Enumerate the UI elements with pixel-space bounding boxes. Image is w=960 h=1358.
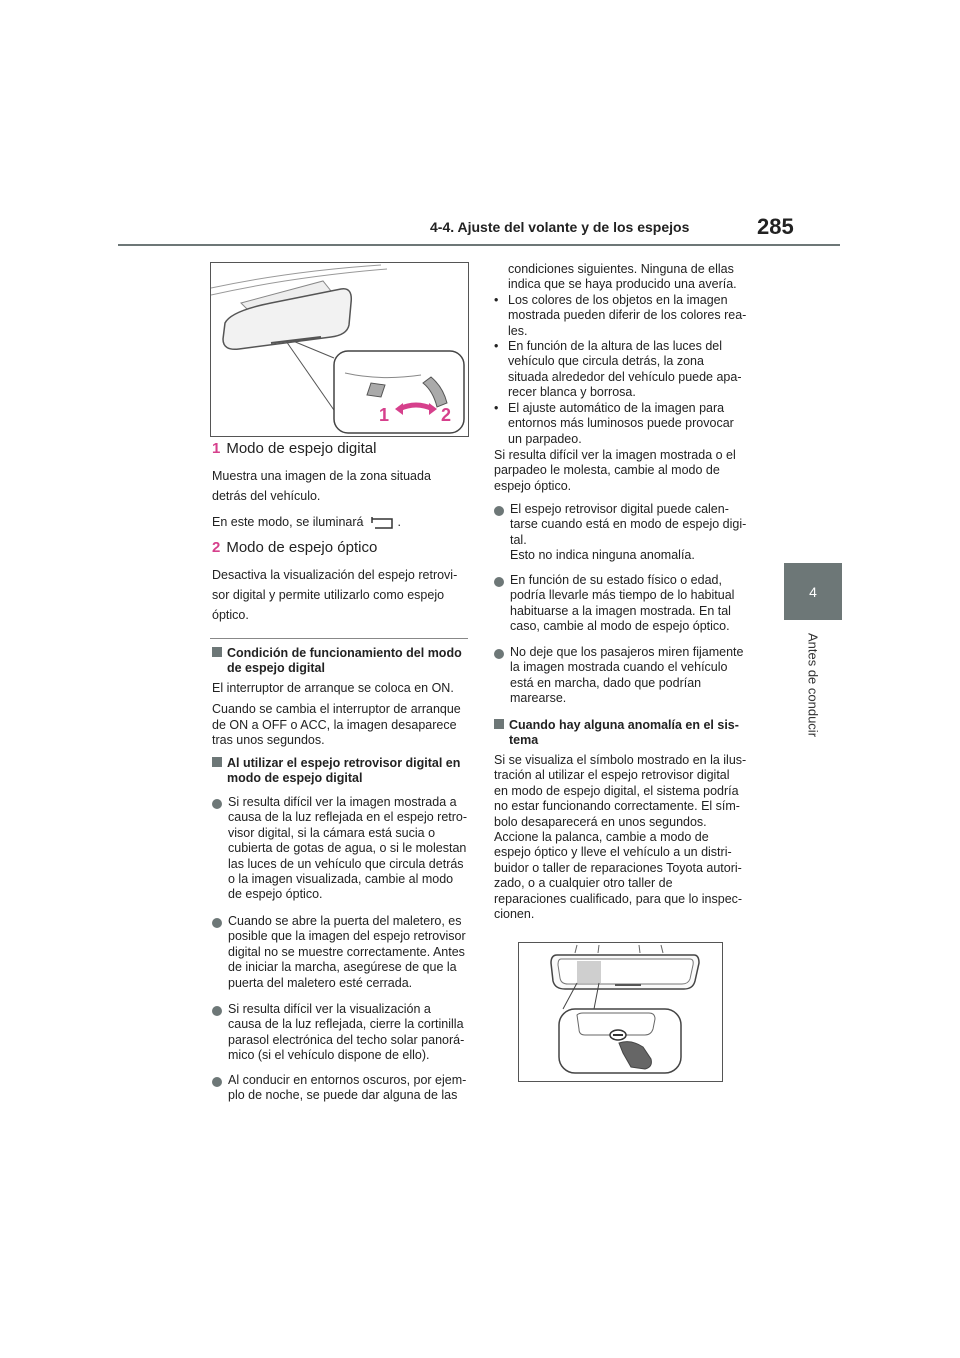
illuminate-period: .: [397, 515, 401, 530]
bullet-line: El espejo retrovisor digital puede calen-: [510, 502, 729, 516]
mode-2-title: [212, 540, 377, 556]
bullet-4: [212, 1073, 466, 1104]
mirror-lever-figure: [210, 262, 469, 437]
square-bullet-icon: [212, 757, 222, 767]
bullet-6: [494, 573, 734, 635]
mirror-lever-illustration: [211, 263, 468, 436]
mode-1-desc-line: detrás del vehículo.: [212, 489, 321, 503]
chapter-label: [784, 625, 842, 745]
round-bullet-icon: [212, 799, 222, 809]
heading-line: tema: [509, 733, 539, 748]
anomaly-heading: [494, 718, 739, 749]
sub-item-3: [494, 401, 734, 447]
bullet-line: de iniciar la marcha, asegúrese de que la: [228, 960, 457, 975]
bullet-line: En función de su estado físico o edad,: [510, 573, 722, 587]
mode-2-number: 2: [212, 539, 221, 556]
callout-1: 1: [379, 405, 390, 425]
text-line: tración al utilizar el espejo retrovisor digital: [494, 768, 730, 783]
mode-1-title: [212, 441, 376, 457]
section-divider: [210, 638, 468, 639]
text-line: en modo de espejo digital, el sistema podría: [494, 783, 739, 798]
heading-line: Condición de funcionamiento del modo: [227, 646, 462, 660]
section-title: 4-4. Ajuste del volante y de los espejos: [430, 219, 690, 235]
text-line: situada alrededor del vehículo puede apa-: [508, 369, 742, 384]
heading-line: de espejo digital: [227, 661, 325, 676]
bullet-line: Esto no indica ninguna anomalía.: [510, 548, 695, 563]
bullet-5: [494, 502, 746, 564]
digital-mode-indicator-icon: [369, 515, 395, 531]
using-heading: [212, 756, 460, 787]
mode-1-title-text: Modo de espejo digital: [226, 440, 377, 457]
mode-2-description: [212, 565, 457, 625]
round-bullet-icon: [212, 918, 222, 928]
bullet-2: [212, 914, 466, 991]
bullet-line: cubierta de gotas de agua, o si le molestan: [228, 841, 467, 856]
bullet-line: Al conducir en entornos oscuros, por ejem-: [228, 1073, 467, 1087]
text-line: bolo desaparecerá en unos segundos.: [494, 814, 707, 829]
text-line: cionen.: [494, 907, 535, 922]
text-line: entornos más luminosos puede provocar: [508, 416, 734, 431]
mode-2-desc-line: sor digital y permite utilizarlo como espejo: [212, 588, 445, 602]
bullet-line: está en marcha, dado que podrían: [510, 675, 702, 690]
bullet-line: visor digital, si la cámara está sucia o: [228, 825, 436, 840]
bullet-1: [212, 795, 467, 903]
round-bullet-icon: [494, 649, 504, 659]
bullet-line: puerta del maletero esté cerrada.: [228, 975, 413, 990]
bullet-7: [494, 645, 743, 707]
bullet-line: posible que la imagen del espejo retrovisor: [228, 929, 466, 944]
condition-line: Cuando se cambia el interruptor de arranque: [212, 702, 461, 717]
mode-2-title-text: Modo de espejo óptico: [226, 539, 378, 556]
round-bullet-icon: [212, 1077, 222, 1087]
sub-bullet: •: [494, 293, 499, 307]
bullet-line: Cuando se abre la puerta del maletero, es: [228, 914, 462, 928]
anomaly-figure: [518, 942, 723, 1082]
text-line: un parpadeo.: [508, 431, 582, 446]
text-line: zado, o a cualquier otro taller de: [494, 876, 673, 891]
bullet-line: de espejo óptico.: [228, 887, 323, 902]
text-line: Si se visualiza el símbolo mostrado en la ilus-: [494, 753, 747, 767]
text-line: les.: [508, 323, 528, 338]
text-line: vehículo que circula detrás, la zona: [508, 354, 704, 369]
bullet-line: tarse cuando está en modo de espejo digi-: [510, 517, 747, 532]
bullet-line: plo de noche, se puede dar alguna de las: [228, 1088, 458, 1103]
chapter-number: 4: [809, 583, 817, 600]
heading-line: modo de espejo digital: [227, 771, 363, 786]
bullet-3: [212, 1002, 464, 1064]
bullet-line: la imagen mostrada cuando el vehículo: [510, 660, 728, 675]
bullet-line: No deje que los pasajeros miren fijamente: [510, 645, 744, 659]
heading-line: Al utilizar el espejo retrovisor digital en: [227, 756, 461, 770]
round-bullet-icon: [494, 577, 504, 587]
bullet-4-continued: [508, 262, 737, 293]
chapter-label-text: Antes de conducir: [805, 632, 821, 738]
text-line: En función de la altura de las luces del: [508, 339, 723, 353]
sub-bullet: •: [494, 339, 499, 353]
condition-line: tras unos segundos.: [212, 733, 325, 748]
anomaly-illustration: [519, 943, 722, 1081]
text-line: reparaciones cualificado, para que lo inspec-: [494, 891, 743, 906]
text-line: no estar funcionando correctamente. El sím-: [494, 799, 740, 814]
bullet-line: las luces de un vehículo que circula detrás: [228, 856, 464, 871]
text-line: recer blanca y borrosa.: [508, 385, 636, 400]
sub-item-2: [494, 339, 742, 401]
bullet-line: o la imagen visualizada, cambie al modo: [228, 872, 454, 887]
condition-heading: [212, 646, 462, 677]
mode-1-illuminate: [212, 515, 401, 531]
text-line: Accione la palanca, cambie a modo de: [494, 830, 709, 845]
mode-2-desc-line: óptico.: [212, 608, 249, 622]
text-line: espejo óptico y lleve el vehículo a un distri-: [494, 845, 732, 860]
text-line: parpadeo le molesta, cambie al modo de: [494, 463, 720, 478]
mode-2-desc-line: Desactiva la visualización del espejo retrovi-: [212, 568, 458, 582]
bullet-line: podría llevarle más tiempo de lo habitual: [510, 588, 735, 603]
text-line: indica que se haya producido una avería.: [508, 277, 737, 292]
square-bullet-icon: [212, 647, 222, 657]
bullet-line: habituarse a la imagen mostrada. En tal: [510, 603, 731, 618]
heading-line: Cuando hay alguna anomalía en el sis-: [509, 718, 739, 732]
condition-line: El interruptor de arranque se coloca en ON.: [212, 681, 454, 695]
bullet-line: caso, cambie al modo de espejo óptico.: [510, 619, 730, 634]
text-line: condiciones siguientes. Ninguna de ellas: [508, 262, 734, 276]
mode-1-number: 1: [212, 440, 221, 457]
bullet-line: digital no se muestre correctamente. Antes: [228, 944, 465, 959]
text-line: espejo óptico.: [494, 478, 572, 493]
round-bullet-icon: [212, 1006, 222, 1016]
round-bullet-icon: [494, 506, 504, 516]
after-subs-text: [494, 448, 736, 494]
bullet-line: tal.: [510, 532, 527, 547]
callout-2: 2: [441, 405, 452, 425]
mode-1-desc-line: Muestra una imagen de la zona situada: [212, 469, 431, 483]
bullet-line: causa de la luz reflejada en el espejo retro-: [228, 810, 468, 825]
text-line: Los colores de los objetos en la imagen: [508, 293, 728, 307]
sub-bullet: •: [494, 401, 499, 415]
text-line: Si resulta difícil ver la imagen mostrada o el: [494, 448, 736, 462]
condition-text: [212, 681, 461, 749]
square-bullet-icon: [494, 719, 504, 729]
anomaly-text: [494, 753, 746, 922]
bullet-line: parasol electrónica del techo solar panorá-: [228, 1032, 465, 1047]
sub-item-1: [494, 293, 746, 339]
header-rule: [118, 244, 840, 246]
text-line: mostrada pueden diferir de los colores rea-: [508, 308, 747, 323]
bullet-line: marearse.: [510, 691, 567, 706]
chapter-tab: [784, 563, 842, 620]
illuminate-text: En este modo, se iluminará: [212, 515, 364, 530]
text-line: El ajuste automático de la imagen para: [508, 401, 725, 415]
bullet-line: Si resulta difícil ver la imagen mostrada a: [228, 795, 457, 809]
condition-line: de ON a OFF o ACC, la imagen desaparece: [212, 717, 457, 732]
text-line: buidor o taller de reparaciones Toyota autori-: [494, 860, 742, 875]
mode-1-description: [212, 466, 431, 506]
bullet-line: Si resulta difícil ver la visualización a: [228, 1002, 431, 1016]
page-number: 285: [757, 214, 794, 239]
bullet-line: causa de la luz reflejada, cierre la cortinilla: [228, 1017, 464, 1032]
bullet-line: mico (si el vehículo dispone de ello).: [228, 1048, 430, 1063]
